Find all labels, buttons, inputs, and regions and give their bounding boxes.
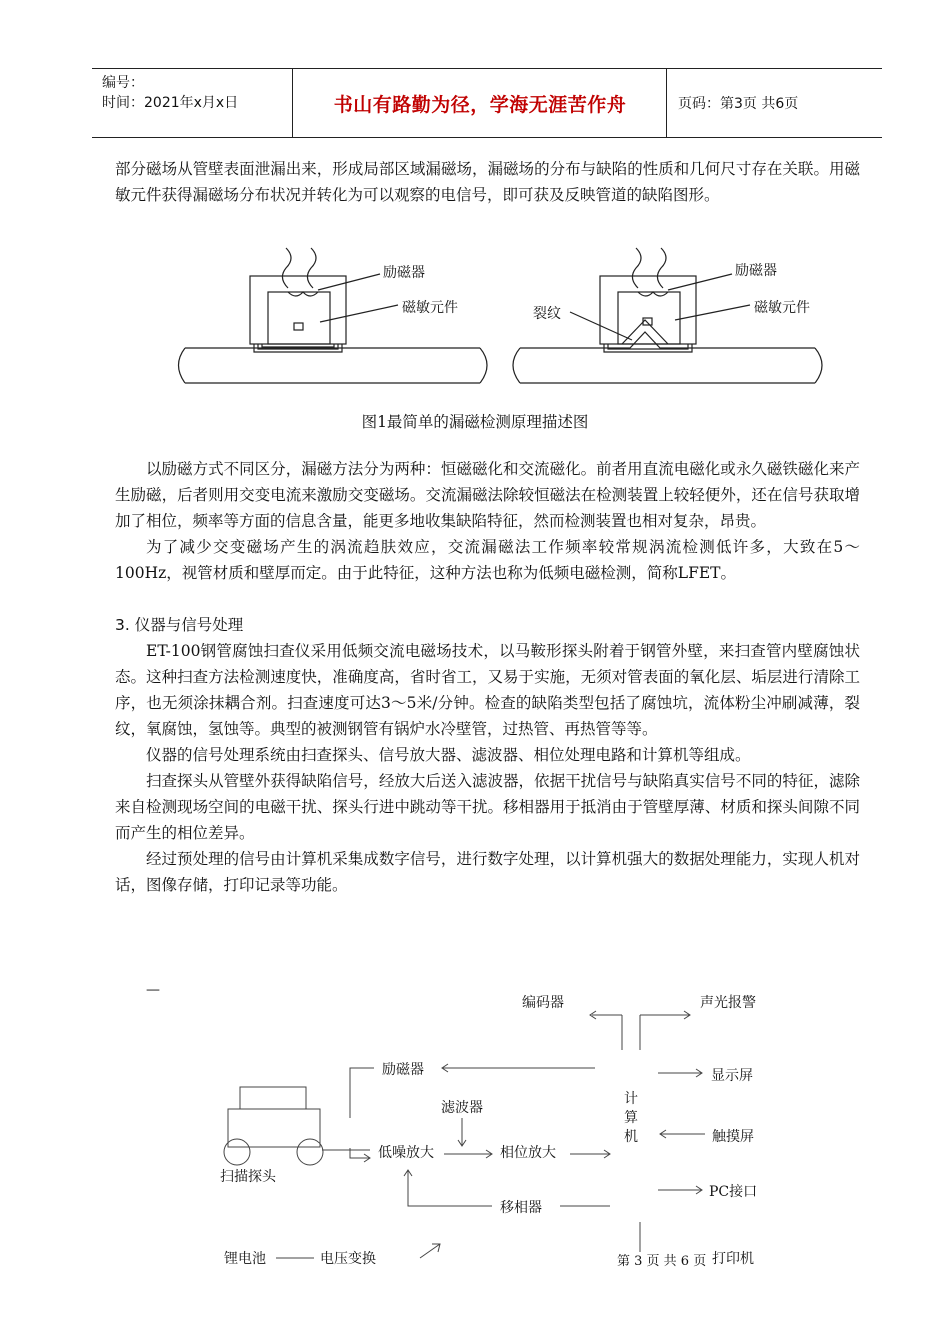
- pipe-right-end: [480, 348, 487, 383]
- label-left-exciter: 励磁器: [383, 265, 425, 281]
- leader-line: [320, 305, 398, 322]
- coil-wire: [307, 248, 316, 288]
- connector: [420, 1244, 440, 1258]
- header-slogan: 书山有路勤为径，学海无涯苦作舟: [333, 93, 627, 116]
- dash-mark: —: [146, 982, 160, 998]
- label-right-exciter: 励磁器: [735, 263, 777, 279]
- label-right-sensor: 磁敏元件: [754, 300, 810, 316]
- probe-base: [228, 1109, 320, 1147]
- node-phase-shifter: 移相器: [500, 1200, 542, 1216]
- node-voltage: 电压变换: [320, 1251, 376, 1267]
- footer-page-number: 第 3 页 共 6 页: [617, 1254, 707, 1269]
- label-left-sensor: 磁敏元件: [402, 300, 458, 316]
- connector: [408, 1170, 492, 1206]
- probe-body: [240, 1087, 306, 1109]
- node-pc-port: PC接口: [709, 1184, 758, 1200]
- paragraph: 为了减少交变磁场产生的涡流趋肤效应，交流漏磁法工作频率较常规涡流检测低许多，大致在5～100Hz，视管材质和壁厚而定。由于此特征，这种方法也称为低频电磁检测，简称LFET。: [115, 538, 860, 582]
- header-time: 时间：2021年x月x日: [102, 95, 239, 111]
- pipe-right-end: [815, 348, 822, 383]
- sensor-element: [294, 323, 303, 330]
- coil-wire: [632, 248, 641, 288]
- node-alarm: 声光报警: [700, 995, 756, 1011]
- paragraph: 仪器的信号处理系统由扫查探头、信号放大器、滤波器、相位处理电路和计算机等组成。: [146, 746, 751, 764]
- paragraph: 部分磁场从管壁表面泄漏出来，形成局部区域漏磁场，漏磁场的分布与缺陷的性质和几何尺寸存在关联。用磁敏元件获得漏磁场分布状况并转化为可以观察的电信号，即可获及反映管道的缺陷图形。: [115, 160, 860, 204]
- figure-caption: 图1最简单的漏磁检测原理描述图: [361, 413, 589, 431]
- leader-line: [675, 305, 750, 320]
- probe-wheel: [224, 1139, 250, 1165]
- connector: [350, 1068, 374, 1118]
- paragraph: ET-100钢管腐蚀扫查仪采用低频交流电磁场技术，以马鞍形探头附着于钢管外壁，来扫查管内壁腐蚀状态。这种扫查方法检测速度快，准确度高，省时省工，又易于实施，无须对管表面的氧化层、垢层进行清除工序，也无须涂抹耦合剂。扫查速度可达3～5米/分钟。检查的缺陷类型包括了腐蚀坑，流体粉尘冲刷减薄，裂纹，氧腐蚀，氢蚀等。典型的被测钢管有锅炉水冷壁管，过热管、再热管等等。: [115, 642, 860, 738]
- leader-line: [570, 312, 632, 340]
- sensor-housing: [268, 292, 330, 344]
- node-low-noise-amp: 低噪放大: [378, 1145, 434, 1161]
- coil-wire: [282, 248, 291, 288]
- pipe-left-end: [513, 348, 520, 383]
- node-phase-amp: 相位放大: [500, 1145, 556, 1161]
- header-code: 编号：: [102, 75, 144, 91]
- node-filter: 滤波器: [441, 1100, 483, 1116]
- probe-wheel: [297, 1139, 323, 1165]
- node-touch: 触摸屏: [712, 1129, 754, 1145]
- header-page: 页码：第3页 共6页: [678, 96, 799, 112]
- paragraph: 经过预处理的信号由计算机采集成数字信号，进行数字处理，以计算机强大的数据处理能力，实现人机对话，图像存储，打印记录等功能。: [115, 850, 860, 894]
- paragraph: 以励磁方式不同区分，漏磁方法分为两种：恒磁磁化和交流磁化。前者用直流电磁化或永久磁铁磁化来产生励磁，后者则用交变电流来激励交变磁场。交流漏磁法除较恒磁法在检测装置上较轻便外，还在信号获取增加了相位，频率等方面的信息含量，能更多地收集缺陷特征，然而检测装置也相对复杂，昂贵。: [115, 460, 860, 530]
- label-crack: 裂纹: [533, 306, 561, 322]
- coil-wire: [657, 248, 666, 288]
- node-encoder: 编码器: [522, 995, 564, 1011]
- node-display: 显示屏: [711, 1068, 753, 1084]
- node-computer: 计 算 机: [624, 1091, 638, 1145]
- node-probe: 扫描探头: [220, 1169, 276, 1185]
- main-text: [115, 456, 860, 898]
- node-printer: 打印机: [712, 1251, 754, 1267]
- pipe-top-line-crack: [520, 332, 815, 348]
- paragraph: 扫查探头从管壁外获得缺陷信号，经放大后送入滤波器，依据干扰信号与缺陷真实信号不同的特征，滤除来自检测现场空间的电磁干扰、探头行进中跳动等干扰。移相器用于抵消由于管壁厚薄、材质和探头间隙不同而产生的相位差异。: [115, 772, 860, 842]
- pipe-left-end: [179, 348, 186, 383]
- node-exciter: 励磁器: [382, 1062, 424, 1078]
- node-battery: 锂电池: [224, 1251, 266, 1267]
- coil-wire: [638, 292, 668, 296]
- section-title: 3. 仪器与信号处理: [115, 616, 244, 634]
- coil-wire: [288, 292, 318, 296]
